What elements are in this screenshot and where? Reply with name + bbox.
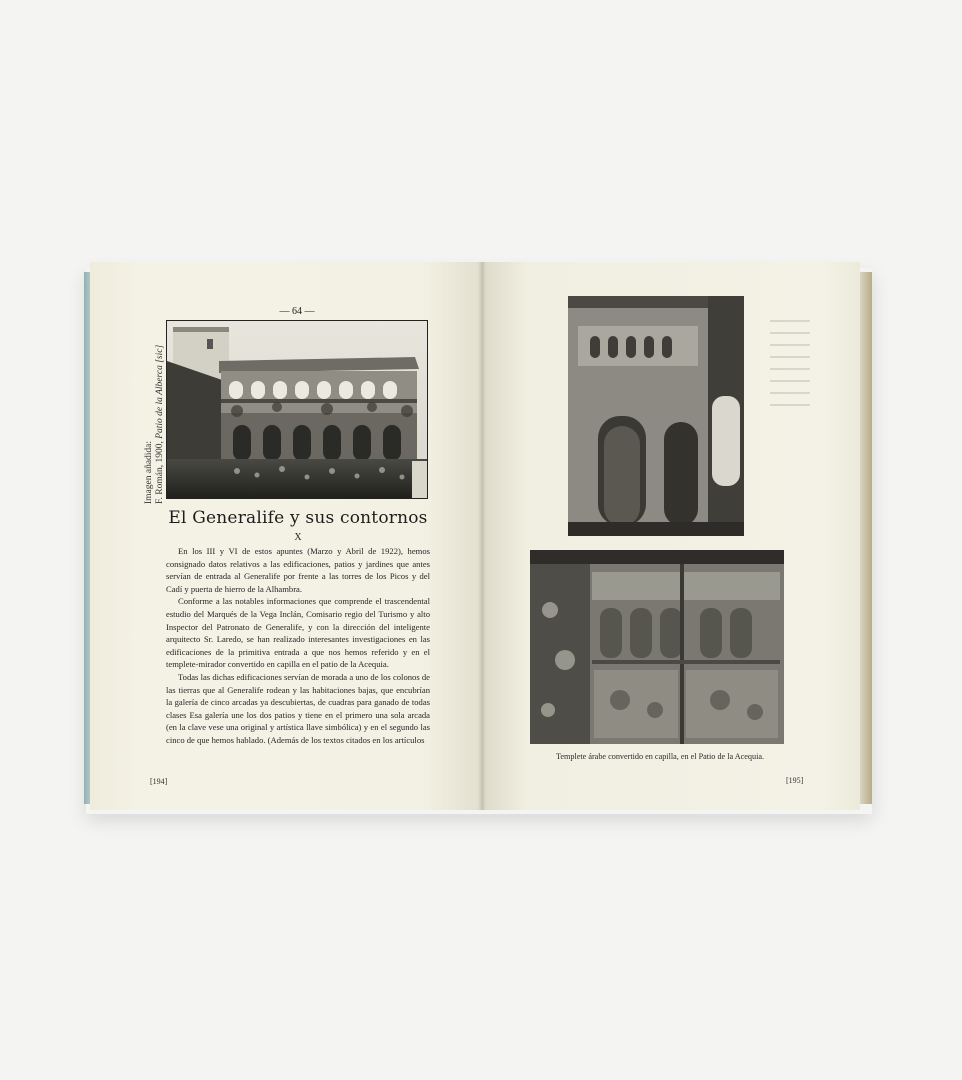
decorated-wall-photo [530, 550, 784, 744]
folio-right: [195] [786, 776, 804, 785]
article-headline: El Generalife y sus contornos [168, 508, 428, 528]
side-caption-line1: Imagen añadida: [144, 440, 154, 504]
photo-caption: Templete árabe convertido en capilla, en el Patio de la Acequia. [555, 752, 765, 761]
book-right-edge [860, 272, 872, 804]
paragraph: Conforme a las notables informaciones que comprende el trascendental estudio del Marqués de la Vega Inclán, Comisario regio del Turismo y alto Inspector del Patronato de Generalife, y con la dirección del inteligente arquitecto Sr. Laredo, se han realizado interesantes investigaciones en las edificaciones de la primitiva entrada a que nos hemos referido y en el templete-mirador convertido en capilla en el patio de la Acequia. [166, 596, 430, 670]
folio-left: [194] [150, 777, 168, 786]
paragraph: Todas las dichas edificaciones servían de morada a uno de los colonos de las tierras que al Generalife rodean y las habitaciones bajas, que encubrían la galería de cinco arcadas ya descubiertas, de cuadras para ganado de todas clases Esa galería une los dos patios y tiene en el primero una sola arcada (en la clave vese una original y artística llave simbólica) y en el segundo las cinco de que hemos hablado. (Además de los textos citados en los artículos [166, 671, 430, 745]
side-caption [144, 320, 165, 504]
arch-niches-photo [568, 296, 744, 536]
article-body [166, 545, 430, 747]
page-number-top: — 64 — [279, 306, 315, 317]
show-through-text [770, 320, 810, 440]
side-caption-line2: F. Román, 1900, Patio de la Alberca [sic] [155, 344, 165, 504]
book-gutter [478, 262, 486, 810]
paragraph: En los III y VI de estos apuntes (Marzo y Abril de 1922), hemos consignado datos relativos a las edificaciones, patios y jardines que antes servían de entrada al Generalife por frente a las torres de los Picos y del Cadí y puerta de hierro de la Alhambra. [166, 546, 430, 594]
section-number: X [294, 532, 302, 543]
generalife-patio-photo [166, 320, 428, 499]
side-caption-title: Patio de la Alberca [sic] [155, 344, 165, 439]
